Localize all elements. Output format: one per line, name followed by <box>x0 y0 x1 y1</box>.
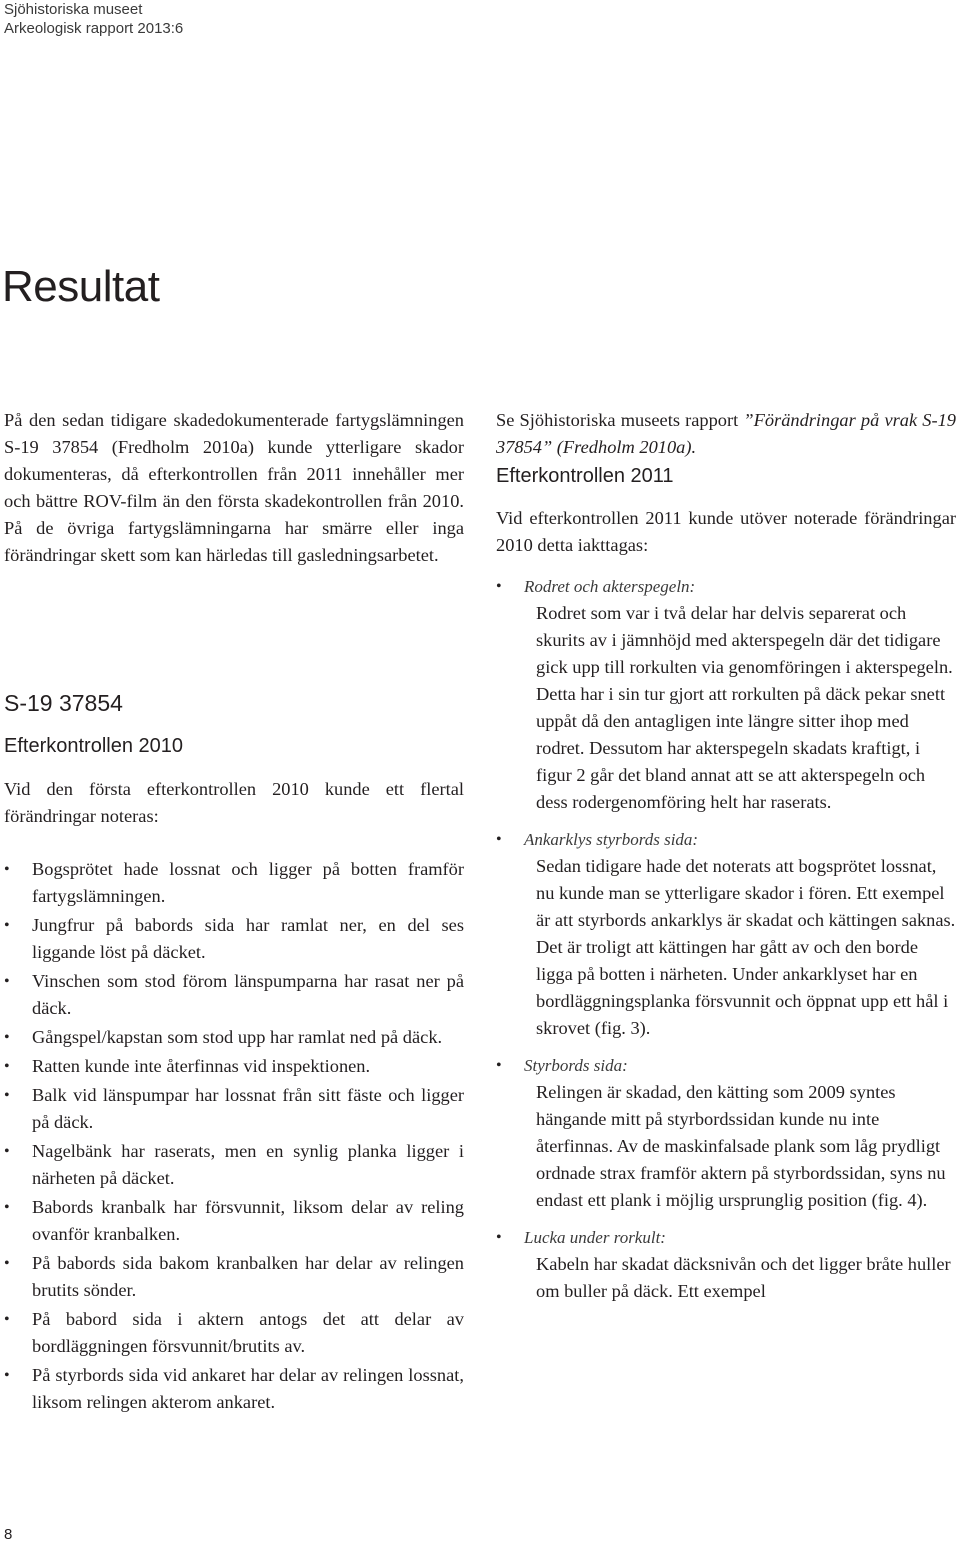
observation-list <box>496 573 956 1315</box>
item-text: Relingen är skadad, den kätting som 2009 syntes hängande mitt på styrbordssidan kunde nu inte återfinnas. Av de maskinfalsade plank som låg prydligt ordnade strax framför aktern på styrbordssidan, syns nu endast ett plank i möjlig ursprunglig position (fig. 4). <box>536 1082 946 1210</box>
item-label: • Lucka under rorkult: <box>524 1228 666 1247</box>
list-item: • Nagelbänk har raserats, men en synlig planka ligger i närheten på däcket. <box>4 1138 464 1192</box>
section-title: S-19 37854 <box>4 690 123 716</box>
section-subtitle: Efterkontrollen 2010 <box>4 735 184 757</box>
list-item: • Jungfrur på babords sida har ramlat ner, en del ses liggande löst på däcket. <box>4 912 464 966</box>
list-item: • På babords sida bakom kranbalken har delar av relingen brutits sönder. <box>4 1250 464 1304</box>
header-museum: Sjöhistoriska museet <box>4 1 143 18</box>
page-number: 8 <box>4 1526 13 1543</box>
reference-prefix: Se Sjöhistoriska museets rapport <box>496 410 744 430</box>
item-text: Sedan tidigare hade det noterats att bogsprötet lossnat, nu kunde man se ytterligare skador i fören. Ett exempel är att styrbords ankarklys är skadat och kättingen saknas. Det är troligt att kättingen har gått av och den borde ligga på botten i närheten. Under ankarklyset har en bordläggningsplanka försvunnit och öppnat upp ett hål i skrovet (fig. 3). <box>536 856 956 1038</box>
list-item: • Gångspel/kapstan som stod upp har ramlat ned på däck. <box>4 1024 464 1051</box>
header-report: Arkeologisk rapport 2013:6 <box>4 20 184 37</box>
item-text: Rodret som var i två delar har delvis separerat och skurits av i jämnhöjd med akterspegeln där det tidigare gick upp till rorkulten via genomföringen i akterspegeln. Detta har i sin tur gjort att rorkulten på däck pekar snett uppåt då den antagligen inte längre sitter ihop med rodret. Dessutom har akterspegeln skadats kraftigt, i figur 2 går det bland annat att se att akterspegeln och dess rodergenomföring helt har raserats. <box>536 603 953 812</box>
list-item: • Balk vid länspumpar har lossnat från sitt fäste och ligger på däck. <box>4 1082 464 1136</box>
list-item <box>496 826 956 1042</box>
list-item: • Bogsprötet hade lossnat och ligger på botten framför fartygslämningen. <box>4 856 464 910</box>
list-item: • På styrbords sida vid ankaret har delar av relingen lossnat, liksom relingen akterom ankaret. <box>4 1362 464 1416</box>
list-item: • Babords kranbalk har försvunnit, liksom delar av reling ovanför kranbalken. <box>4 1194 464 1248</box>
list-item: • Ratten kunde inte återfinnas vid inspektionen. <box>4 1053 464 1080</box>
list-item <box>496 1224 956 1305</box>
reference-paragraph <box>496 407 956 461</box>
list-item: • Vinschen som stod förom länspumparna har rasat ner på däck. <box>4 968 464 1022</box>
reference-citation: ”Förändringar på vrak S-19 37854” (Fredholm 2010a). <box>496 410 956 457</box>
section-intro-2011: Vid efterkontrollen 2011 kunde utöver noterade förändringar 2010 detta iakttagas: <box>496 508 956 555</box>
damage-list <box>4 856 464 1418</box>
section-subtitle-2011: Efterkontrollen 2011 <box>496 465 674 487</box>
list-item <box>496 573 956 816</box>
item-label: • Rodret och akterspegeln: <box>524 577 696 596</box>
list-item: • På babord sida i aktern antogs det att delar av bordläggningen försvunnit/brutits av. <box>4 1306 464 1360</box>
intro-paragraph: På den sedan tidigare skadedokumenterade fartygslämningen S-19 37854 (Fredholm 2010a) kunde ytterligare skador dokumenteras, då efterkontrollen från 2011 innehåller mer och bättre ROV-film än den första skadekontrollen från 2010. På de övriga fartygslämningarna har smärre eller inga förändringar skett som kan härledas till gasledningsarbetet. <box>4 410 464 565</box>
item-text: Kabeln har skadat däcksnivån och det ligger bråte huller om buller på däck. Ett exempel <box>536 1254 951 1301</box>
page-title: Resultat <box>2 262 160 311</box>
item-label: • Ankarklys styrbords sida: <box>524 830 699 849</box>
list-item <box>496 1052 956 1214</box>
section-intro: Vid den första efterkontrollen 2010 kunde ett flertal förändringar noteras: <box>4 779 464 826</box>
item-label: • Styrbords sida: <box>524 1056 628 1075</box>
